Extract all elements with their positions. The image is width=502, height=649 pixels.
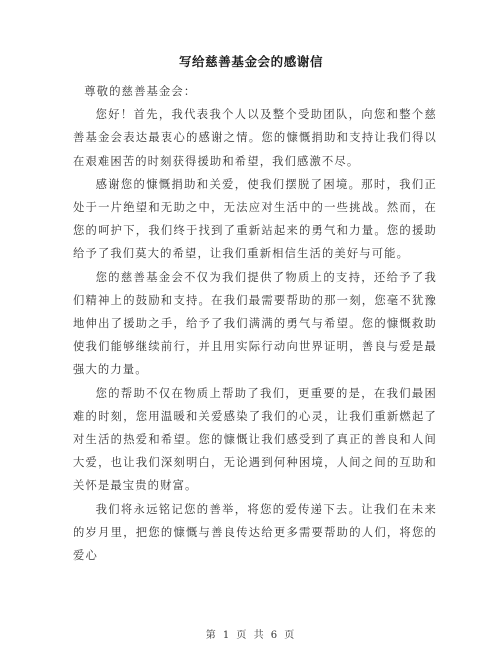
paragraph-2: 感谢您的慷慨捐助和关爱，使我们摆脱了困境。那时，我们正处于一片绝望和无助之中，无法应对生活中的一些挑战。然而，在您的呵护下，我们终于找到了重新站起来的勇气和力量。您的援助给予了我们莫大的希望，让我们重新相信生活的美好与可能。 xyxy=(73,177,437,261)
paragraph-3: 您的慈善基金会不仅为我们提供了物质上的支持，还给予了我们精神上的鼓励和支持。在我们最需要帮助的那一刻，您毫不犹豫地伸出了援助之手，给予了我们满满的勇气与希望。您的慷慨救助使我们能够继续前行，并且用实际行动向世界证明，善良与爱是最强大的力量。 xyxy=(73,270,437,377)
salutation: 尊敬的慈善基金会： xyxy=(84,85,197,98)
page-footer: 第 1 页 共 6 页 xyxy=(205,630,297,641)
paragraph-1: 您好！首先，我代表我个人以及整个受助团队，向您和整个慈善基金会表达最衷心的感谢之情。您的慷慨捐助和支持让我们得以在艰难困苦的时刻获得援助和希望，我们感激不尽。 xyxy=(73,108,437,168)
paragraph-5: 我们将永远铭记您的善举，将您的爱传递下去。让我们在未来的岁月里，把您的慷慨与善良传达给更多需要帮助的人们，将您的爱心 xyxy=(73,502,437,563)
document-title: 写给慈善基金会的感谢信 xyxy=(178,54,324,69)
paragraph-4: 您的帮助不仅在物质上帮助了我们，更重要的是，在我们最困难的时刻，您用温暖和关爱感染了我们的心灵，让我们重新燃起了对生活的热爱和希望。您的慷慨让我们感受到了真正的善良和人间大爱，也让我们深刻明白，无论遇到何种困境，人间之间的互助和关怀是最宝贵的财富。 xyxy=(73,386,437,493)
letter-body xyxy=(73,80,437,567)
